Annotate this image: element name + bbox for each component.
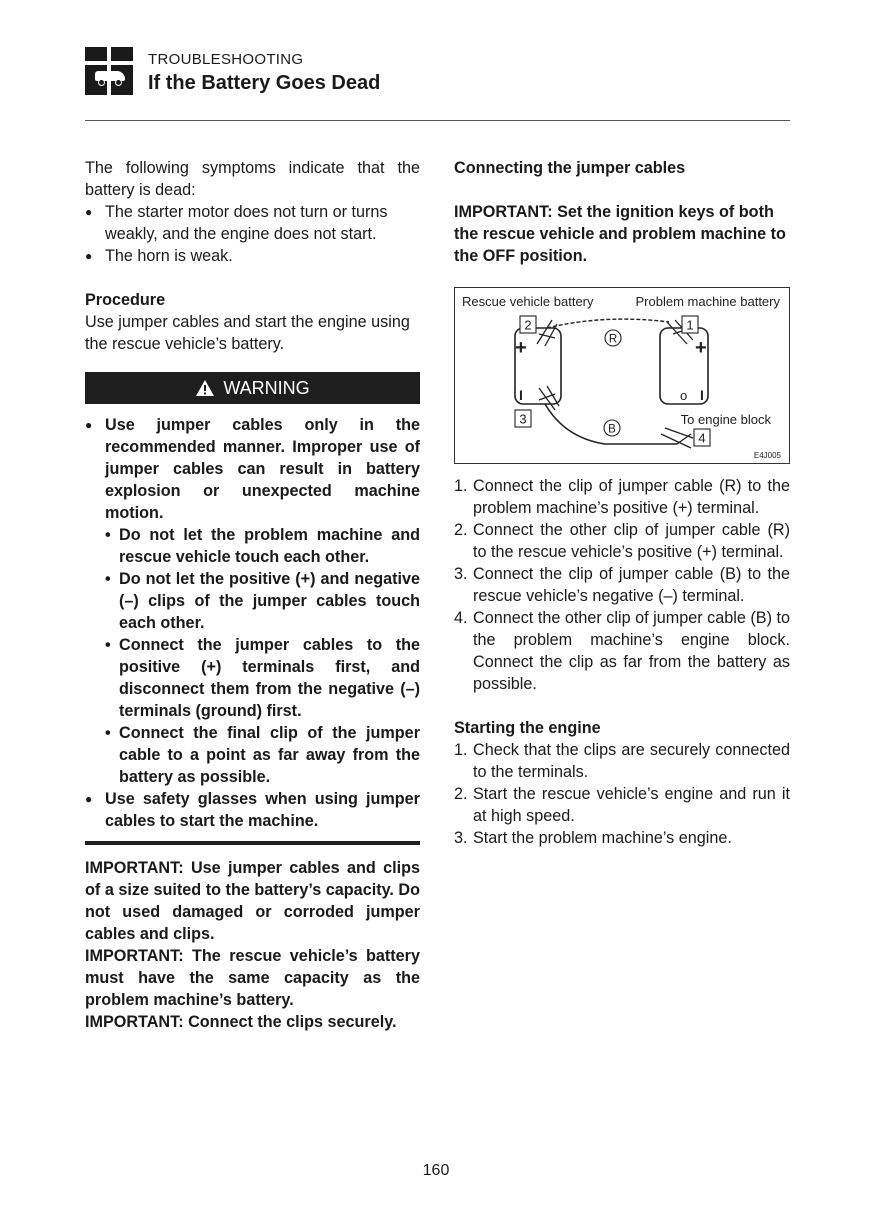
- list-item: ● The starter motor does not turn or turns weakly, and the engine does not start.: [85, 201, 420, 245]
- page-title: If the Battery Goes Dead: [148, 72, 381, 94]
- list-item: 1. Connect the clip of jumper cable (R) to the problem machine’s positive (+) terminal.: [454, 477, 790, 517]
- troubleshooting-vehicle-icon: [85, 47, 133, 95]
- connect-important: IMPORTANT: Set the ignition keys of both the rescue vehicle and problem machine to the OFF position.: [454, 203, 786, 265]
- list-item: • Connect the final clip of the jumper cable to a point as far away from the battery as possible.: [105, 722, 420, 788]
- start-heading: Starting the engine: [454, 719, 601, 737]
- connect-heading: Connecting the jumper cables: [454, 159, 686, 177]
- diagram-svg: [455, 288, 789, 463]
- problem-minus-terminal: I: [700, 387, 704, 403]
- clip-2: [537, 320, 557, 346]
- problem-battery-label: Problem machine battery: [635, 294, 780, 309]
- clip-3: [539, 386, 559, 410]
- important-note-2: IMPORTANT: The rescue vehicle’s battery must have the same capacity as the problem machine’s battery.: [85, 947, 420, 1009]
- jumper-cable-diagram: [454, 287, 790, 464]
- figure-code: E4J005: [753, 451, 781, 460]
- warning-icon: [195, 379, 215, 397]
- right-column: [454, 157, 790, 849]
- list-item: 4. Connect the other clip of jumper cable (B) to the problem machine’s engine block. Connect the clip as far from the battery as possible.: [454, 609, 790, 693]
- cable-b-letter: B: [608, 423, 616, 436]
- warning-label: WARNING: [223, 377, 310, 398]
- list-item: 3. Connect the clip of jumper cable (B) to the rescue vehicle’s negative (–) terminal.: [454, 565, 790, 605]
- list-item: ● Use safety glasses when using jumper cables to start the machine.: [85, 788, 420, 832]
- engine-block-label: To engine block: [680, 412, 771, 427]
- start-steps: [454, 739, 790, 849]
- cable-r-line: [547, 319, 669, 328]
- important-note-1: IMPORTANT: Use jumper cables and clips of a size suited to the battery’s capacity. Do not used damaged or corroded jumper cables and clips.: [85, 859, 420, 943]
- left-column: [85, 157, 420, 1033]
- procedure-heading: Procedure: [85, 291, 166, 309]
- warning-sub-list: [105, 524, 420, 788]
- section-label: TROUBLESHOOTING: [148, 51, 304, 68]
- list-item: 3. Start the problem machine’s engine.: [454, 829, 732, 847]
- connect-steps: [454, 475, 790, 695]
- list-item: • Do not let the positive (+) and negative (–) clips of the jumper cables touch each other.: [105, 568, 420, 634]
- rescue-plus-sign: +: [515, 337, 527, 359]
- important-note-3: IMPORTANT: Connect the clips securely.: [85, 1013, 397, 1031]
- list-item: 2. Connect the other clip of jumper cable (R) to the rescue vehicle’s positive (+) terminal.: [454, 521, 790, 561]
- callout-1: 1: [686, 317, 694, 333]
- rescue-minus-terminal: I: [519, 387, 523, 403]
- warning-list: [85, 414, 420, 832]
- list-item: • Connect the jumper cables to the positive (+) terminals first, and disconnect them from the negative (–) terminals (ground) first.: [105, 634, 420, 722]
- list-item: 1. Check that the clips are securely connected to the terminals.: [454, 741, 790, 781]
- page-number: 160: [422, 1162, 450, 1179]
- callout-3: 3: [519, 411, 527, 427]
- list-item: ● The horn is weak.: [85, 245, 420, 267]
- problem-circle-terminal: o: [680, 388, 688, 403]
- procedure-text: Use jumper cables and start the engine using the rescue vehicle’s battery.: [85, 313, 410, 353]
- clip-4: [661, 428, 693, 448]
- warning-main-text: Use jumper cables only in the recommended manner. Improper use of jumper cables can result in battery explosion or unexpected machine motion.: [105, 416, 420, 522]
- list-item: [85, 414, 420, 788]
- rescue-battery-label: Rescue vehicle battery: [462, 294, 594, 309]
- callout-2: 2: [524, 317, 532, 333]
- callout-4: 4: [698, 430, 706, 446]
- warning-banner: [85, 372, 420, 404]
- list-item: • Do not let the problem machine and rescue vehicle touch each other.: [105, 524, 420, 568]
- problem-plus-sign: +: [695, 337, 707, 359]
- warning-end-rule: [85, 841, 420, 845]
- intro-text: The following symptoms indicate that the battery is dead:: [85, 159, 420, 199]
- page-header: [85, 47, 790, 121]
- list-item: 2. Start the rescue vehicle’s engine and run it at high speed.: [454, 785, 790, 825]
- cable-r-letter: R: [608, 333, 618, 346]
- symptom-list: [85, 201, 420, 267]
